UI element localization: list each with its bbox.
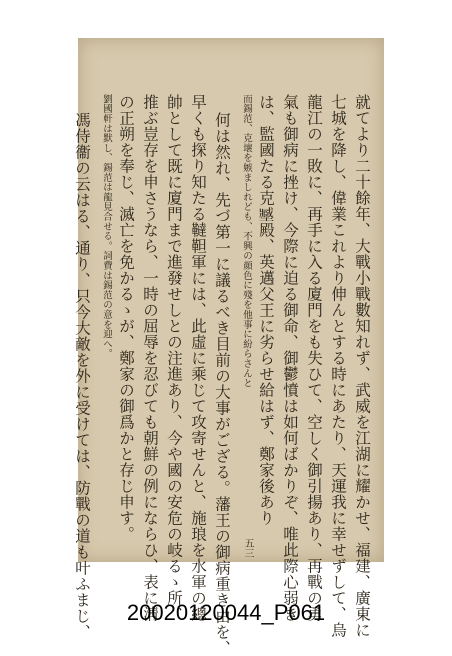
text-column: は、監國たる克𡒉殿、英邁父王に劣らせ給はず、鄭家後あり	[257, 94, 275, 526]
text-column: 七城を降し、偉業これより伸んとする時にあたり、天運我に幸せずして、烏	[329, 94, 347, 638]
text-column: の正朔を奉じ、滅亡を免かるゝが、鄭家の御爲かと存じ申す。	[117, 94, 135, 542]
stage-direction-note: 而錫范、克壞を嫉ましれども、不興の顔色に殘を他事に紛らさんと	[241, 94, 252, 388]
speech-start-column: 何は然れ、先づ第一に議るべき目前の大事がござる。藩王の御病重き由を、	[213, 112, 231, 656]
text-column: 推ぶ豈存を申さうなら、一時の屈辱を忍びても朝鮮の例にならひ、表に淸	[141, 94, 159, 622]
text-column: 早くも探り知たる韃靼軍には、此虛に乘じて攻寄せんと、施琅を水軍の總	[189, 94, 207, 622]
speech-start-column: 馮侍衞の云はる、通り、只今大敵を外に受けては、防戰の道も叶ふまじ、	[73, 112, 91, 640]
text-column: 就てより二十餘年、大戰小戰數知れず、武威を江湖に耀かせ、福建、廣東に	[353, 94, 371, 638]
page-number: 五三	[242, 538, 253, 558]
text-column: 龍江の一敗に、再手に入る廈門をも失ひて、空しく御引揚あり、再戰の勇	[305, 94, 323, 622]
text-column: 氣も御病に挫け、今際に迫る御命、御鬱憤は如何ばかりぞ、唯此際心弱き	[281, 94, 299, 622]
text-column: 帥として既に廈門まで進發せしとの注進あり、今や國の安危の岐るゝ所、	[165, 94, 183, 622]
image-caption: 20020120044_P061	[126, 600, 326, 625]
stage-direction-note: 劉國軒は默し、錫范は龍見合せる。詞費は錫范の意を迎へ。	[101, 94, 112, 359]
